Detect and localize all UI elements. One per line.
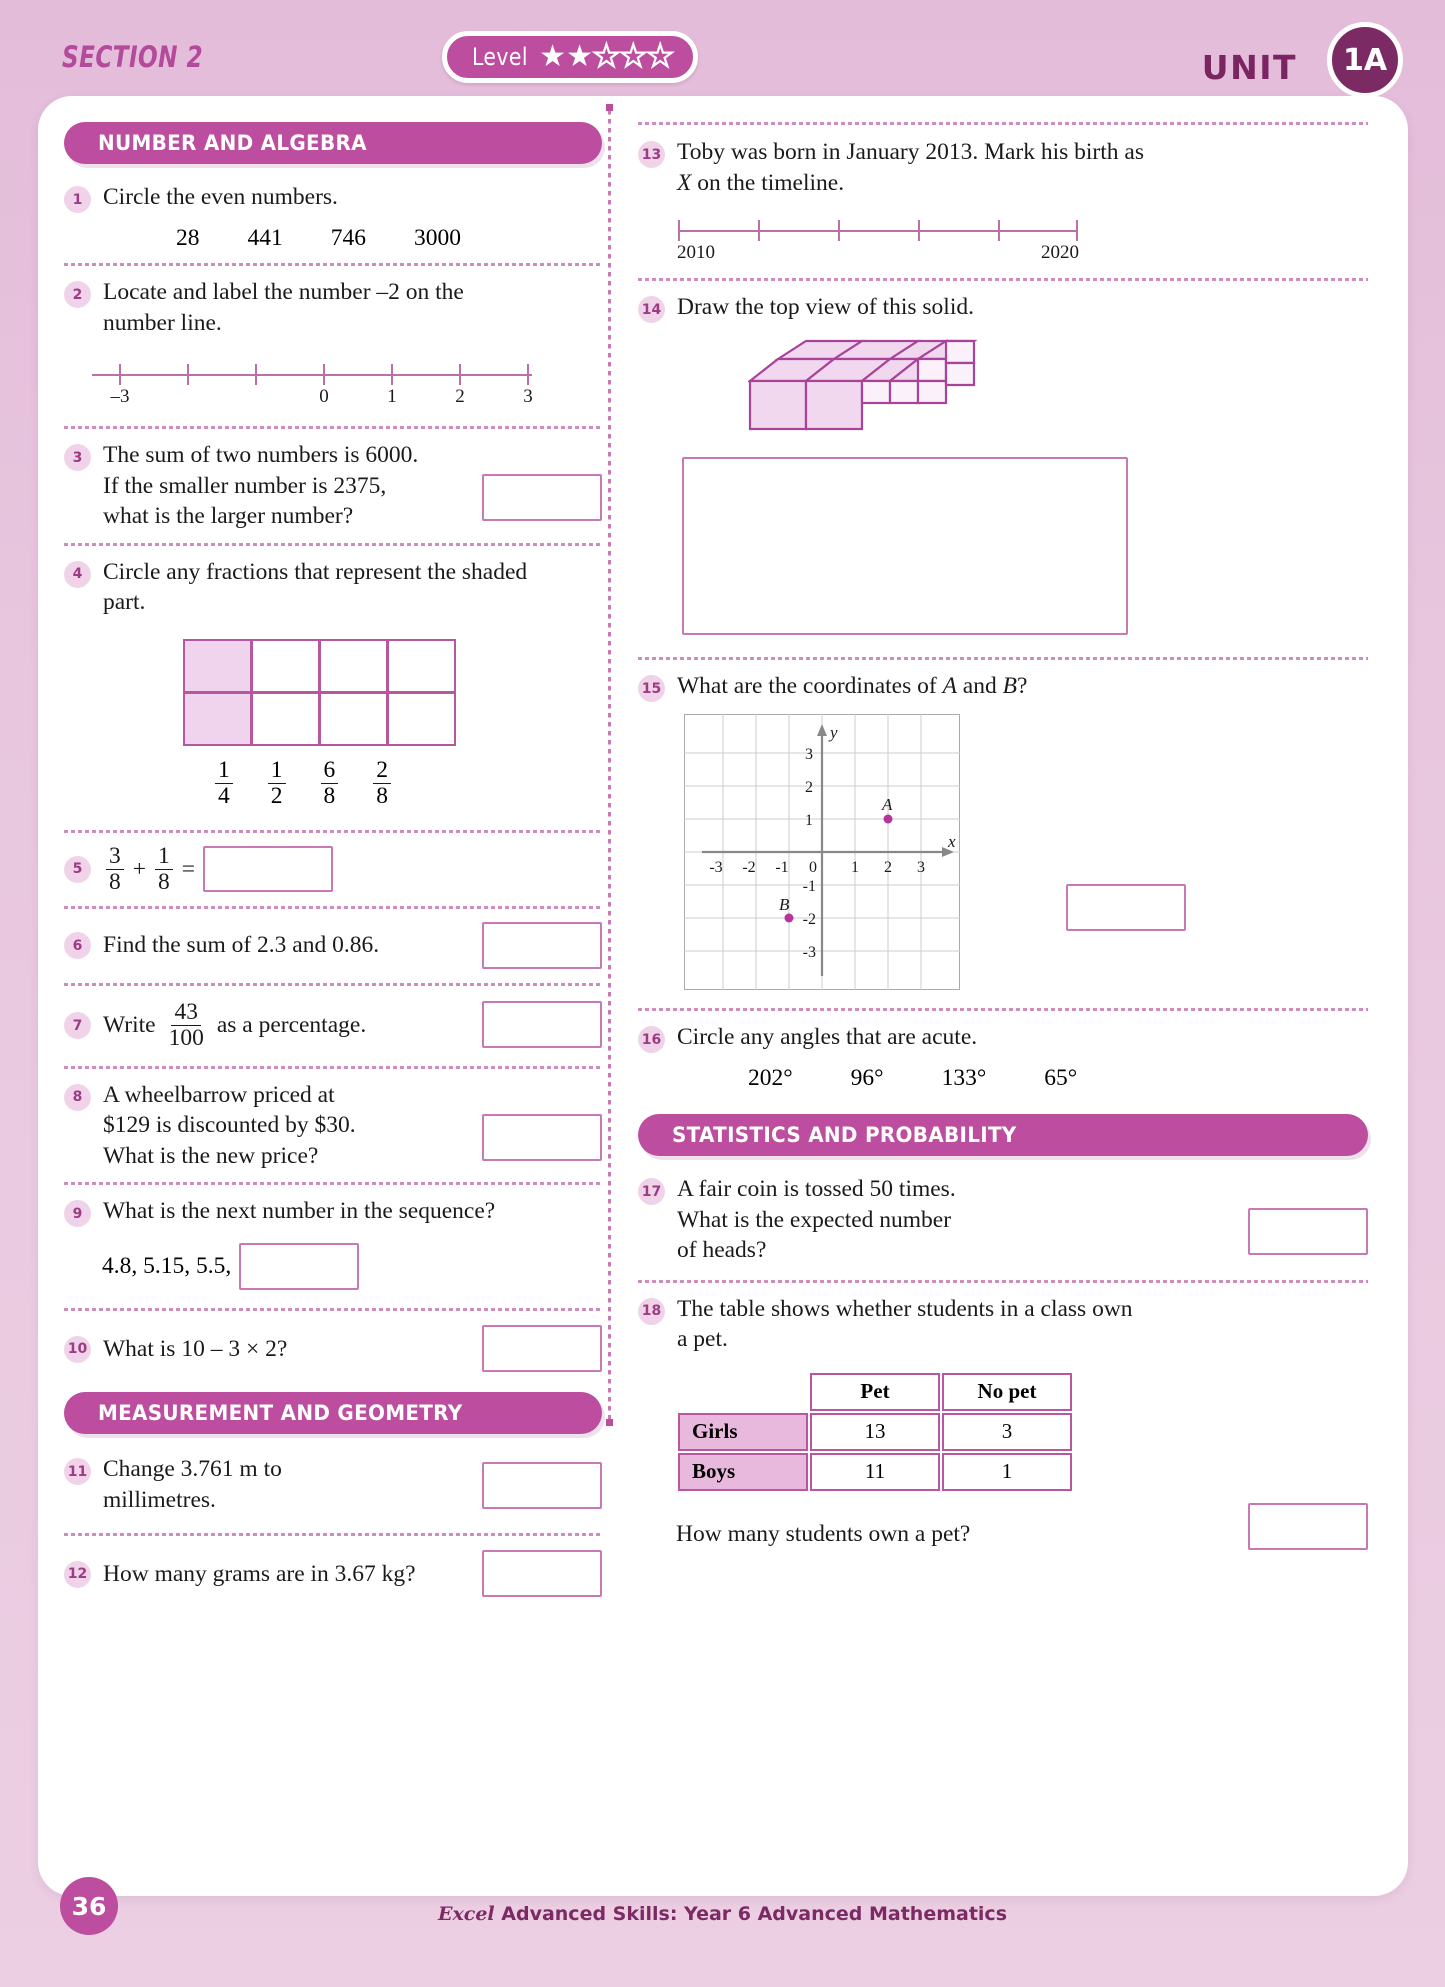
q11-line-2: millimetres. bbox=[103, 1486, 216, 1513]
q18-line-1: The table shows whether students in a class own bbox=[677, 1295, 1133, 1322]
q16-option-2[interactable]: 133° bbox=[941, 1065, 987, 1092]
rule-after-q5 bbox=[64, 906, 602, 909]
q8-line-1: A wheelbarrow priced at bbox=[103, 1081, 335, 1108]
question-text: How many grams are in 3.67 kg? bbox=[103, 1560, 416, 1587]
question-number: 17 bbox=[638, 1178, 665, 1205]
grid-cell-r1c1 bbox=[183, 639, 252, 693]
star-empty-5: ★ bbox=[646, 40, 673, 73]
table-row bbox=[678, 1413, 1072, 1451]
q3-line-3: what is the larger number? bbox=[103, 503, 354, 530]
grid-cell-r2c3 bbox=[319, 692, 388, 746]
question-number: 1 bbox=[64, 186, 91, 213]
q12-answer-box[interactable] bbox=[482, 1550, 602, 1597]
unit-badge: 1A bbox=[1327, 22, 1403, 98]
question-16 bbox=[638, 1022, 1368, 1053]
question-2 bbox=[64, 277, 602, 338]
question-text: What is the next number in the sequence? bbox=[103, 1198, 496, 1225]
q1-option-2[interactable]: 746 bbox=[330, 225, 366, 251]
q5-fraction-a bbox=[106, 844, 124, 894]
q1-options bbox=[176, 225, 602, 252]
question-text-block bbox=[677, 1294, 1133, 1355]
question-number: 7 bbox=[64, 1012, 91, 1039]
q5-answer-box[interactable] bbox=[203, 846, 333, 892]
fraction-numerator: 1 bbox=[155, 844, 173, 870]
q1-option-1[interactable]: 441 bbox=[247, 225, 283, 251]
question-number: 2 bbox=[64, 281, 91, 308]
q4-option-1[interactable] bbox=[268, 758, 286, 808]
rule-after-q15 bbox=[638, 1008, 1368, 1011]
svg-text:-1: -1 bbox=[802, 878, 816, 896]
rule-after-q1 bbox=[64, 263, 602, 266]
q13-end-label: 2020 bbox=[1041, 242, 1079, 264]
question-number: 15 bbox=[638, 675, 665, 702]
q17-answer-box[interactable] bbox=[1248, 1208, 1368, 1255]
question-9 bbox=[64, 1196, 602, 1227]
fraction-numerator: 43 bbox=[171, 1000, 201, 1026]
q13-line-2-rest: on the timeline. bbox=[691, 169, 845, 196]
svg-text:-2: -2 bbox=[802, 911, 816, 929]
rule-before-q13 bbox=[638, 122, 1368, 125]
q7-expression bbox=[103, 1000, 366, 1050]
q16-option-3[interactable]: 65° bbox=[1044, 1065, 1078, 1092]
q15-post: ? bbox=[1016, 673, 1028, 700]
q15-coordinate-plane[interactable] bbox=[684, 714, 1368, 990]
table-cell-boys-no-pet: 1 bbox=[942, 1453, 1072, 1491]
banner-label: STATISTICS AND PROBABILITY bbox=[672, 1123, 1017, 1148]
q2-tick-label-3: 0 bbox=[319, 386, 329, 408]
q13-start-label: 2010 bbox=[677, 242, 715, 264]
rule-after-q3 bbox=[64, 543, 602, 546]
rule-after-q8 bbox=[64, 1182, 602, 1185]
q17-line-2: What is the expected number bbox=[677, 1206, 952, 1233]
banner-label: MEASUREMENT AND GEOMETRY bbox=[98, 1401, 463, 1426]
question-number: 11 bbox=[64, 1458, 91, 1485]
fraction-denominator: 8 bbox=[109, 868, 121, 895]
right-column bbox=[638, 122, 1368, 1549]
question-text-block bbox=[677, 1174, 956, 1266]
question-12 bbox=[64, 1547, 602, 1601]
q14-answer-box[interactable] bbox=[682, 457, 1128, 635]
star-filled-1: ★ bbox=[539, 40, 566, 73]
q13-line-1: Toby was born in January 2013. Mark his birth as bbox=[677, 139, 1144, 165]
svg-text:-1: -1 bbox=[775, 859, 789, 877]
q7-post-text: as a percentage. bbox=[216, 1012, 367, 1039]
fraction-numerator: 1 bbox=[215, 758, 233, 784]
question-text-block bbox=[103, 1454, 282, 1515]
rule-after-q14 bbox=[638, 657, 1368, 660]
question-text: Circle the even numbers. bbox=[103, 184, 338, 210]
table-cell-girls-no-pet: 3 bbox=[942, 1413, 1072, 1451]
q7-pre-text: Write bbox=[103, 1012, 156, 1039]
fraction-denominator: 2 bbox=[270, 782, 283, 809]
q15-and: and bbox=[956, 673, 1003, 700]
question-number: 13 bbox=[638, 141, 665, 168]
rule-after-q11 bbox=[64, 1533, 602, 1536]
fraction-denominator: 4 bbox=[218, 782, 230, 809]
q3-line-1: The sum of two numbers is 6000. bbox=[103, 442, 419, 469]
grid-cell-r2c2 bbox=[251, 692, 320, 746]
question-3 bbox=[64, 440, 602, 532]
page-header bbox=[0, 0, 1445, 108]
question-8 bbox=[64, 1080, 602, 1172]
left-column bbox=[64, 122, 602, 1601]
fraction-denominator: 8 bbox=[158, 868, 170, 895]
q7-answer-box[interactable] bbox=[482, 1001, 602, 1048]
svg-text:A: A bbox=[882, 795, 893, 815]
svg-text:-3: -3 bbox=[802, 944, 816, 962]
q18-pet-table bbox=[676, 1371, 1074, 1493]
svg-text:3: 3 bbox=[917, 859, 925, 877]
question-1 bbox=[64, 182, 602, 213]
question-text: Circle any angles that are acute. bbox=[677, 1024, 978, 1051]
q14-solid-figure bbox=[748, 337, 1368, 447]
star-empty-3: ★ bbox=[592, 40, 619, 73]
q1-option-3[interactable]: 3000 bbox=[414, 225, 461, 251]
svg-text:x: x bbox=[948, 832, 956, 852]
question-text: Locate and label the number –2 on the number line. bbox=[103, 279, 464, 336]
q9-sequence: 4.8, 5.15, 5.5, bbox=[102, 1253, 232, 1280]
question-7 bbox=[64, 997, 602, 1055]
fraction-numerator: 2 bbox=[373, 758, 391, 784]
svg-text:0: 0 bbox=[809, 859, 817, 877]
rule-after-q4 bbox=[64, 830, 602, 833]
table-header-row bbox=[678, 1373, 1072, 1411]
table-row-header-girls: Girls bbox=[678, 1413, 808, 1451]
level-label: Level bbox=[472, 43, 529, 71]
rule-after-q13 bbox=[638, 278, 1368, 281]
q17-line-1: A fair coin is tossed 50 times. bbox=[677, 1176, 956, 1203]
table-col-header-no-pet: No pet bbox=[942, 1373, 1072, 1411]
question-17 bbox=[638, 1174, 1368, 1266]
svg-text:3: 3 bbox=[805, 746, 813, 764]
level-stars bbox=[539, 42, 673, 72]
question-15 bbox=[638, 671, 1368, 702]
q11-answer-box[interactable] bbox=[482, 1462, 602, 1509]
question-text-block bbox=[103, 1080, 356, 1172]
q18-answer-box[interactable] bbox=[1248, 1503, 1368, 1550]
question-10 bbox=[64, 1322, 602, 1376]
q4-line-1: Circle any fractions that represent the shaded bbox=[103, 558, 528, 585]
rule-after-q7 bbox=[64, 1066, 602, 1069]
star-empty-4: ★ bbox=[619, 40, 646, 73]
page-number-badge: 36 bbox=[60, 1877, 118, 1935]
question-text: Draw the top view of this solid. bbox=[677, 294, 974, 321]
q9-answer-box[interactable] bbox=[239, 1243, 359, 1290]
question-14 bbox=[638, 292, 1368, 323]
rule-after-q2 bbox=[64, 426, 602, 429]
q4-option-3[interactable] bbox=[373, 758, 391, 808]
svg-text:1: 1 bbox=[851, 859, 859, 877]
level-indicator bbox=[442, 31, 698, 83]
q3-line-2: If the smaller number is 2375, bbox=[103, 472, 387, 499]
question-text: What is 10 – 3 × 2? bbox=[103, 1335, 288, 1362]
section-title: SECTION 2 bbox=[62, 40, 203, 74]
question-5 bbox=[64, 844, 602, 894]
q18-followup-text: How many students own a pet? bbox=[676, 1520, 971, 1547]
grid-cell-r1c4 bbox=[387, 639, 456, 693]
svg-text:-2: -2 bbox=[742, 859, 756, 877]
banner-number-and-algebra bbox=[64, 122, 602, 164]
q16-options bbox=[748, 1065, 1368, 1092]
question-number: 9 bbox=[64, 1200, 91, 1227]
q17-line-3: of heads? bbox=[677, 1237, 767, 1264]
q1-option-0[interactable]: 28 bbox=[176, 225, 200, 251]
q16-option-0[interactable]: 202° bbox=[748, 1065, 793, 1092]
question-4 bbox=[64, 557, 602, 618]
q15-point-b: B bbox=[1002, 673, 1017, 700]
q6-answer-box[interactable] bbox=[482, 922, 602, 969]
grid-cell-r2c4 bbox=[387, 692, 456, 746]
q4-fraction-grid bbox=[184, 640, 602, 746]
q15-point-a: A bbox=[942, 673, 957, 700]
question-13 bbox=[638, 137, 1368, 198]
q8-answer-box[interactable] bbox=[482, 1114, 602, 1161]
rule-after-q6 bbox=[64, 983, 602, 986]
q18-line-2: a pet. bbox=[677, 1326, 728, 1353]
q8-line-2: $129 is discounted by $30. bbox=[103, 1112, 356, 1139]
question-number: 4 bbox=[64, 561, 91, 588]
svg-text:1: 1 bbox=[805, 812, 813, 830]
footer-title bbox=[0, 1903, 1445, 1925]
rule-after-q9 bbox=[64, 1308, 602, 1311]
unit-label: UNIT bbox=[1201, 48, 1297, 87]
table-cell-girls-pet: 13 bbox=[810, 1413, 940, 1451]
q7-fraction bbox=[166, 1000, 207, 1050]
fraction-denominator: 8 bbox=[376, 782, 388, 809]
grid-cell-r1c2 bbox=[251, 639, 320, 693]
star-filled-2: ★ bbox=[566, 40, 592, 73]
question-number: 3 bbox=[64, 444, 91, 471]
rule-after-q17 bbox=[638, 1280, 1368, 1283]
table-col-header-pet: Pet bbox=[810, 1373, 940, 1411]
table-row-header-boys: Boys bbox=[678, 1453, 808, 1491]
q4-options bbox=[212, 758, 602, 808]
fraction-numerator: 6 bbox=[321, 758, 339, 784]
banner-measurement-and-geometry bbox=[64, 1392, 602, 1434]
q16-option-1[interactable]: 96° bbox=[850, 1065, 884, 1092]
fraction-numerator: 1 bbox=[268, 758, 286, 784]
question-number: 14 bbox=[638, 296, 665, 323]
table-cell-boys-pet: 11 bbox=[810, 1453, 940, 1491]
question-number: 6 bbox=[64, 932, 91, 959]
svg-text:2: 2 bbox=[805, 779, 813, 797]
question-number: 18 bbox=[638, 1298, 665, 1325]
question-text: Find the sum of 2.3 and 0.86. bbox=[103, 932, 380, 959]
q15-answer-box[interactable] bbox=[1066, 884, 1186, 931]
worksheet-sheet bbox=[38, 96, 1408, 1896]
table-corner-cell bbox=[678, 1373, 808, 1411]
q5-fraction-b bbox=[155, 844, 173, 894]
q4-line-2: part. bbox=[103, 589, 146, 616]
svg-text:2: 2 bbox=[884, 859, 892, 877]
q5-plus-sign: + bbox=[132, 856, 147, 883]
footer-subtitle: Advanced Skills: Year 6 Advanced Mathematics bbox=[494, 1903, 1008, 1925]
q10-answer-box[interactable] bbox=[482, 1325, 602, 1372]
q5-equals-sign: = bbox=[181, 856, 196, 883]
svg-text:B: B bbox=[779, 895, 790, 915]
q2-tick-label-0: –3 bbox=[110, 386, 130, 408]
svg-text:y: y bbox=[830, 723, 838, 743]
column-divider bbox=[608, 110, 611, 1420]
grid-cell-r1c3 bbox=[319, 639, 388, 693]
question-number: 12 bbox=[64, 1561, 91, 1588]
q13-marker-letter: X bbox=[677, 169, 692, 196]
question-11 bbox=[64, 1454, 602, 1515]
question-number: 5 bbox=[64, 856, 91, 883]
banner-label: NUMBER AND ALGEBRA bbox=[98, 131, 367, 155]
fraction-denominator: 100 bbox=[168, 1025, 204, 1052]
q2-tick-label-5: 2 bbox=[455, 386, 465, 408]
q2-tick-label-6: 3 bbox=[523, 386, 533, 408]
table-row bbox=[678, 1453, 1072, 1491]
question-text-block bbox=[677, 137, 1144, 198]
q3-answer-box[interactable] bbox=[482, 474, 602, 521]
grid-cell-r2c1 bbox=[183, 692, 252, 746]
question-number: 8 bbox=[64, 1084, 91, 1111]
fraction-numerator: 3 bbox=[106, 844, 124, 870]
fraction-denominator: 8 bbox=[323, 782, 336, 809]
footer-brand: Excel bbox=[437, 1903, 495, 1925]
q11-line-1: Change 3.761 m to bbox=[103, 1456, 282, 1483]
banner-statistics-and-probability bbox=[638, 1114, 1368, 1156]
svg-text:-3: -3 bbox=[709, 859, 723, 877]
question-text-block bbox=[103, 557, 527, 618]
q5-expression bbox=[103, 844, 333, 894]
q4-option-0[interactable] bbox=[215, 758, 233, 808]
q13-timeline[interactable] bbox=[677, 214, 1079, 264]
q4-option-2[interactable] bbox=[321, 758, 339, 808]
question-18 bbox=[638, 1294, 1368, 1355]
q15-question-text bbox=[677, 671, 1027, 702]
q2-number-line[interactable] bbox=[92, 358, 533, 408]
question-6 bbox=[64, 920, 602, 972]
question-number: 10 bbox=[64, 1336, 91, 1363]
q15-pre: What are the coordinates of bbox=[677, 673, 943, 700]
q18-followup-row bbox=[638, 1519, 1368, 1550]
q13-line-2 bbox=[677, 168, 1144, 199]
question-text-block bbox=[103, 440, 418, 532]
question-number: 16 bbox=[638, 1026, 665, 1053]
q8-line-3: What is the new price? bbox=[103, 1142, 319, 1169]
q9-sequence-row bbox=[102, 1243, 602, 1290]
q2-tick-label-4: 1 bbox=[387, 386, 397, 408]
